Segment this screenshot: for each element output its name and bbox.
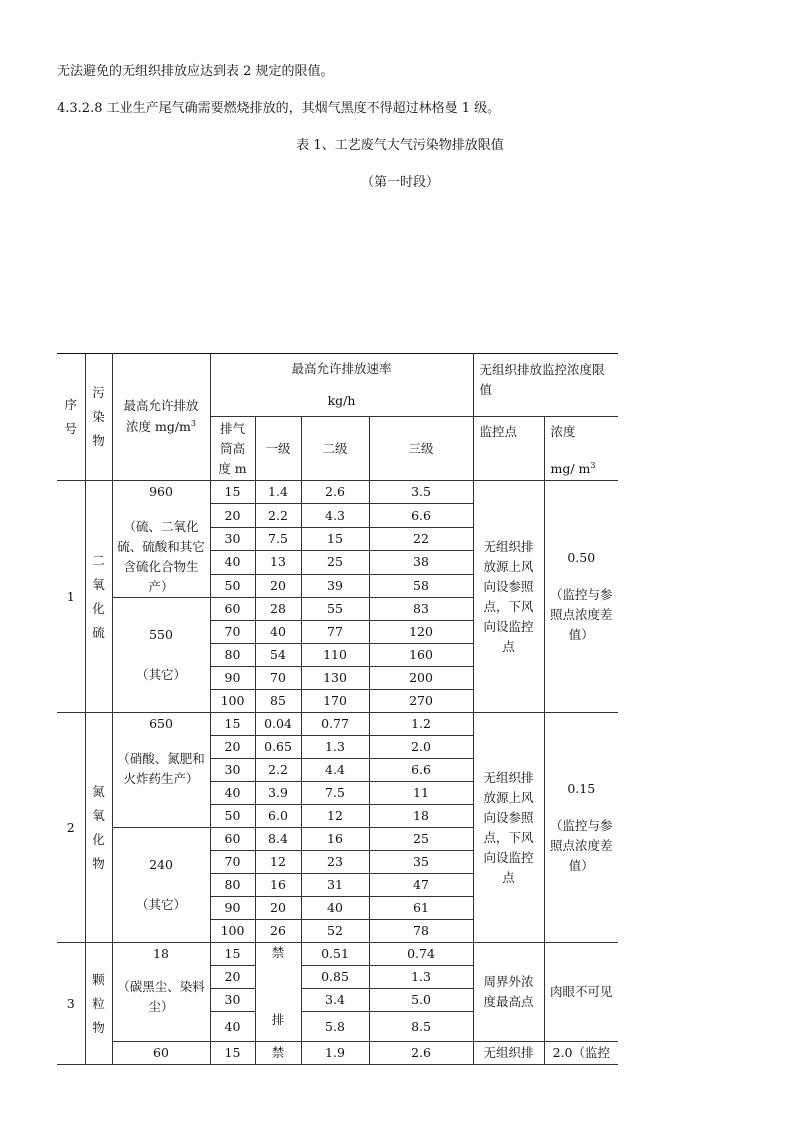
table-cell: 38 <box>369 551 473 574</box>
pm-conc-limit: 肉眼不可见 <box>544 943 618 1042</box>
table-cell: 1.3 <box>369 966 473 989</box>
nox-conc-2: 240 （其它） <box>112 828 210 943</box>
header-monitor-point: 监控点 <box>473 417 544 481</box>
table-cell: 60 <box>210 598 255 621</box>
table-cell: 无组织排 <box>473 1042 544 1065</box>
table-cell: 70 <box>210 851 255 874</box>
table-cell: 15 <box>210 943 255 966</box>
table-cell: 40 <box>255 621 301 644</box>
table-cell: 30 <box>210 527 255 550</box>
emission-limit-table <box>57 353 618 1065</box>
table-cell: 7.5 <box>255 527 301 550</box>
table-cell: 160 <box>369 644 473 667</box>
table-cell: 40 <box>301 897 369 920</box>
table-cell: 55 <box>301 598 369 621</box>
table-cell: 3.9 <box>255 782 301 805</box>
table-cell: 0.85 <box>301 966 369 989</box>
table-cell: 60 <box>112 1042 210 1065</box>
table-cell: 30 <box>210 759 255 782</box>
header-grade-1: 一级 <box>255 417 301 481</box>
header-max-conc: 最高允许排放 浓度 $mg/m^3$ <box>112 354 210 481</box>
table-cell: 3.5 <box>369 481 473 504</box>
table-cell: 80 <box>210 874 255 897</box>
header-grade-3: 三级 <box>369 417 473 481</box>
table-cell: 2.6 <box>301 481 369 504</box>
table-cell: 39 <box>301 574 369 597</box>
table-subtitle: （第一时段） <box>360 175 439 190</box>
table-cell: 12 <box>255 851 301 874</box>
table-cell: 50 <box>210 805 255 828</box>
table-cell: 13 <box>255 551 301 574</box>
table-cell: 80 <box>210 644 255 667</box>
table-cell: 61 <box>369 897 473 920</box>
table-cell: 11 <box>369 782 473 805</box>
table-cell: 20 <box>210 736 255 759</box>
table-cell: 47 <box>369 874 473 897</box>
table-cell: 0.51 <box>301 943 369 966</box>
table-cell: 200 <box>369 667 473 690</box>
table-cell: 2.0 <box>369 736 473 759</box>
table-cell: 100 <box>210 690 255 713</box>
table-cell: 31 <box>301 874 369 897</box>
table-cell: 20 <box>210 504 255 527</box>
table-cell: 1.3 <box>301 736 369 759</box>
header-concentration: 浓度 mg/ $m^3$ <box>544 417 618 481</box>
table-cell: 40 <box>210 782 255 805</box>
nox-name: 氮氧化物 <box>85 713 112 943</box>
table-cell: 54 <box>255 644 301 667</box>
table-cell: 100 <box>210 920 255 943</box>
table-cell: 8.4 <box>255 828 301 851</box>
table-cell: 130 <box>301 667 369 690</box>
pm-grade-1: 禁 排 <box>255 943 301 1042</box>
table-cell: 20 <box>255 897 301 920</box>
table-cell: 23 <box>301 851 369 874</box>
table-cell: 4.3 <box>301 504 369 527</box>
table-cell: 90 <box>210 897 255 920</box>
nox-conc-1: 650 （硝酸、氮肥和火炸药生产） <box>112 713 210 828</box>
table-cell: 15 <box>210 713 255 736</box>
table-cell: 6.0 <box>255 805 301 828</box>
table-cell: 7.5 <box>301 782 369 805</box>
table-cell: 0.04 <box>255 713 301 736</box>
table-cell: 5.8 <box>301 1012 369 1042</box>
table-cell: 83 <box>369 598 473 621</box>
so2-conc-limit: 0.50 （监控与参照点浓度差值） <box>544 481 618 713</box>
header-pollutant: 污染物 <box>85 354 112 481</box>
table-cell: 1.2 <box>369 713 473 736</box>
table-cell: 52 <box>301 920 369 943</box>
table-cell: 22 <box>369 527 473 550</box>
table-cell: 20 <box>210 966 255 989</box>
so2-name: 二氧化硫 <box>85 481 112 713</box>
table-title: 表 1、工艺废气大气污染物排放限值 <box>296 138 504 153</box>
paragraph-1: 无法避免的无组织排放应达到表 2 规定的限值。 <box>57 64 334 79</box>
table-cell: 35 <box>369 851 473 874</box>
table-cell: 12 <box>301 805 369 828</box>
table-cell: 15 <box>210 1042 255 1065</box>
nox-monitor: 无组织排放源上风向设参照点，下风向设监控点 <box>473 713 544 943</box>
table-cell: 50 <box>210 574 255 597</box>
table-cell: 1.9 <box>301 1042 369 1065</box>
table-cell: 3.4 <box>301 989 369 1012</box>
table-cell: 77 <box>301 621 369 644</box>
table-cell: 16 <box>301 828 369 851</box>
so2-conc-2: 550 （其它） <box>112 598 210 713</box>
header-grade-2: 二级 <box>301 417 369 481</box>
header-rate: 最高允许排放速率 kg/h <box>210 354 473 417</box>
pm-conc-1: 18 （碳黑尘、染料尘） <box>112 943 210 1042</box>
table-cell: 1.4 <box>255 481 301 504</box>
table-cell: 60 <box>210 828 255 851</box>
table-cell: 0.77 <box>301 713 369 736</box>
table-cell: 110 <box>301 644 369 667</box>
paragraph-2: 4.3.2.8 工业生产尾气确需要燃烧排放的，其烟气黑度不得超过林格曼 1 级。 <box>57 101 501 116</box>
header-stack-height: 排气筒高度 m <box>210 417 255 481</box>
header-fugitive: 无组织排放监控浓度限值 <box>473 354 618 417</box>
table-cell: 40 <box>210 1012 255 1042</box>
table-cell: 78 <box>369 920 473 943</box>
table-cell: 5.0 <box>369 989 473 1012</box>
table-cell: 禁 <box>255 1042 301 1065</box>
table-cell: 58 <box>369 574 473 597</box>
table-cell: 15 <box>210 481 255 504</box>
table-cell: 90 <box>210 667 255 690</box>
table-cell: 30 <box>210 989 255 1012</box>
pm-name: 颗粒物 <box>85 943 112 1065</box>
table-cell: 16 <box>255 874 301 897</box>
table-cell: 25 <box>301 551 369 574</box>
pm-monitor: 周界外浓度最高点 <box>473 943 544 1042</box>
table-cell: 0.65 <box>255 736 301 759</box>
table-cell: 70 <box>255 667 301 690</box>
nox-seq: 2 <box>57 713 85 943</box>
table-cell: 170 <box>301 690 369 713</box>
header-seq: 序号 <box>57 354 85 481</box>
table-cell: 2.0（监控 <box>544 1042 618 1065</box>
table-cell: 70 <box>210 621 255 644</box>
nox-conc-limit: 0.15 （监控与参照点浓度差值） <box>544 713 618 943</box>
table-cell: 25 <box>369 828 473 851</box>
so2-conc-1: 960 （硫、二氧化硫、硫酸和其它含硫化合物生产） <box>112 481 210 598</box>
table-cell: 2.2 <box>255 504 301 527</box>
table-cell: 2.6 <box>369 1042 473 1065</box>
table-cell: 270 <box>369 690 473 713</box>
table-cell: 4.4 <box>301 759 369 782</box>
table-cell: 8.5 <box>369 1012 473 1042</box>
table-cell: 0.74 <box>369 943 473 966</box>
table-cell: 15 <box>301 527 369 550</box>
so2-monitor: 无组织排放源上风向设参照点，下风向设监控点 <box>473 481 544 713</box>
table-cell: 85 <box>255 690 301 713</box>
table-cell: 20 <box>255 574 301 597</box>
table-cell: 6.6 <box>369 504 473 527</box>
table-cell: 26 <box>255 920 301 943</box>
table-cell: 120 <box>369 621 473 644</box>
table-cell: 40 <box>210 551 255 574</box>
table-cell: 28 <box>255 598 301 621</box>
table-cell: 2.2 <box>255 759 301 782</box>
table-cell: 6.6 <box>369 759 473 782</box>
so2-seq: 1 <box>57 481 85 713</box>
table-cell: 18 <box>369 805 473 828</box>
pm-seq: 3 <box>57 943 85 1065</box>
